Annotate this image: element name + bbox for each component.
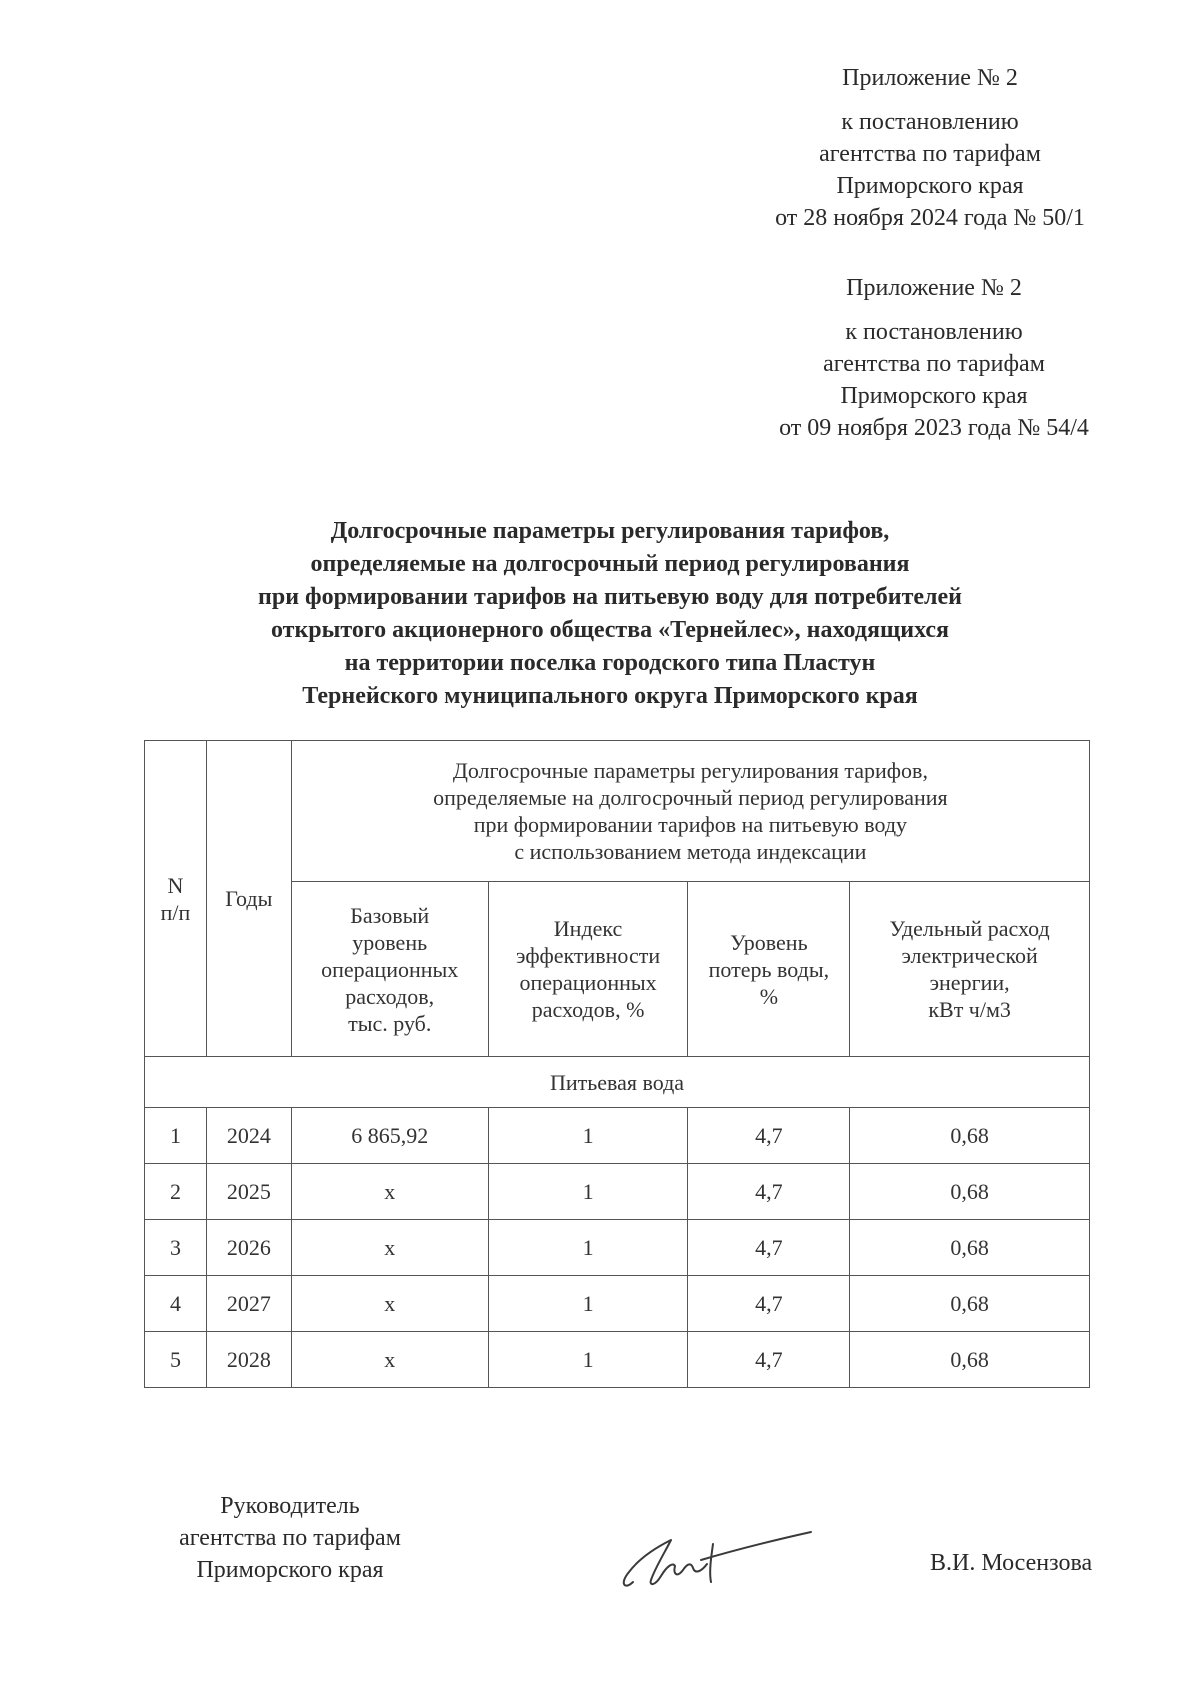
- col-header-year: Годы: [206, 741, 291, 1057]
- col-header-base-costs: [291, 882, 488, 1057]
- header-line: Базовый: [350, 902, 430, 928]
- group-header-line: при формировании тарифов на питьевую воду: [473, 812, 908, 837]
- cell-year: 2028: [206, 1332, 291, 1388]
- appendix-date: от 28 ноября 2024 года № 50/1: [775, 205, 1085, 231]
- table-row: [145, 1276, 1090, 1332]
- title-line: на территории поселка городского типа Пластун: [344, 650, 876, 676]
- group-header: [291, 741, 1089, 882]
- table-row: [145, 1220, 1090, 1276]
- col-header-number-line: п/п: [160, 899, 191, 925]
- appendix-heading: Приложение № 2: [842, 65, 1018, 91]
- group-header-line: Долгосрочные параметры регулирования тарифов,: [452, 758, 928, 783]
- parameters-table: [144, 740, 1090, 1388]
- cell-year: 2026: [206, 1220, 291, 1276]
- title-line: открытого акционерного общества «Тернейлес», находящихся: [270, 617, 950, 643]
- signatory-title: [145, 1490, 435, 1586]
- cell-efficiency-index: 1: [488, 1332, 688, 1388]
- cell-year: 2025: [206, 1164, 291, 1220]
- appendix-heading: Приложение № 2: [846, 275, 1022, 301]
- cell-water-loss: 4,7: [688, 1276, 850, 1332]
- cell-water-loss: 4,7: [688, 1332, 850, 1388]
- col-header-energy: [850, 882, 1090, 1057]
- cell-number: 4: [145, 1276, 207, 1332]
- cell-efficiency-index: 1: [488, 1276, 688, 1332]
- header-line: потерь воды,: [708, 956, 830, 982]
- section-label: Питьевая вода: [145, 1057, 1090, 1108]
- header-line: Удельный расход: [889, 916, 1050, 941]
- header-line: электрической: [901, 943, 1038, 968]
- header-line: Уровень: [730, 929, 808, 955]
- appendix-line: к постановлению: [841, 109, 1019, 135]
- table-header-row: [145, 741, 1090, 882]
- signatory-title-line: Руководитель: [220, 1493, 360, 1519]
- cell-efficiency-index: 1: [488, 1220, 688, 1276]
- cell-efficiency-index: 1: [488, 1164, 688, 1220]
- cell-number: 3: [145, 1220, 207, 1276]
- header-line: операционных: [519, 970, 657, 995]
- cell-energy: 0,68: [850, 1108, 1090, 1164]
- header-line: расходов, %: [531, 997, 645, 1022]
- cell-energy: 0,68: [850, 1220, 1090, 1276]
- cell-number: 1: [145, 1108, 207, 1164]
- appendix-line: агентства по тарифам: [819, 141, 1041, 167]
- cell-water-loss: 4,7: [688, 1164, 850, 1220]
- cell-year: 2027: [206, 1276, 291, 1332]
- cell-energy: 0,68: [850, 1276, 1090, 1332]
- header-line: расходов,: [345, 983, 435, 1009]
- appendix-line: к постановлению: [845, 319, 1023, 345]
- header-line: кВт ч/м3: [928, 997, 1011, 1022]
- handwritten-signature: [615, 1520, 815, 1600]
- signatory-name: В.И. Мосензова: [930, 1550, 1093, 1576]
- group-header-line: определяемые на долгосрочный период регулирования: [433, 785, 948, 810]
- group-header-line: с использованием метода индексации: [514, 839, 867, 864]
- document-title: [130, 515, 1090, 713]
- section-row: [145, 1057, 1090, 1108]
- cell-efficiency-index: 1: [488, 1108, 688, 1164]
- title-line: Долгосрочные параметры регулирования тарифов,: [330, 518, 890, 544]
- col-header-water-loss: [688, 882, 850, 1057]
- cell-base-costs: 6 865,92: [291, 1108, 488, 1164]
- cell-energy: 0,68: [850, 1164, 1090, 1220]
- cell-year: 2024: [206, 1108, 291, 1164]
- header-line: энергии,: [929, 970, 1010, 995]
- appendix-line: Приморского края: [840, 383, 1028, 409]
- cell-base-costs: х: [291, 1276, 488, 1332]
- appendix-date: от 09 ноября 2023 года № 54/4: [779, 415, 1089, 441]
- title-line: определяемые на долгосрочный период регулирования: [310, 551, 910, 577]
- col-header-efficiency-index: [488, 882, 688, 1057]
- cell-number: 5: [145, 1332, 207, 1388]
- header-line: тыс. руб.: [348, 1010, 432, 1036]
- cell-water-loss: 4,7: [688, 1108, 850, 1164]
- header-line: операционных: [321, 956, 459, 982]
- header-line: уровень: [352, 929, 428, 955]
- appendix-previous: [724, 272, 1144, 444]
- title-line: Тернейского муниципального округа Приморского края: [302, 683, 918, 709]
- table-row: [145, 1164, 1090, 1220]
- appendix-line: агентства по тарифам: [823, 351, 1045, 377]
- cell-base-costs: х: [291, 1220, 488, 1276]
- header-line: Индекс: [553, 916, 623, 941]
- cell-energy: 0,68: [850, 1332, 1090, 1388]
- table-row: [145, 1332, 1090, 1388]
- appendix-current: [720, 62, 1140, 234]
- signatory-title-line: Приморского края: [196, 1557, 384, 1583]
- col-header-number: [145, 741, 207, 1057]
- appendix-line: Приморского края: [836, 173, 1024, 199]
- table-row: [145, 1108, 1090, 1164]
- signatory-title-line: агентства по тарифам: [179, 1525, 401, 1551]
- header-line: эффективности: [516, 943, 661, 968]
- title-line: при формировании тарифов на питьевую воду для потребителей: [258, 584, 962, 610]
- cell-base-costs: х: [291, 1332, 488, 1388]
- header-line: %: [759, 983, 779, 1009]
- cell-water-loss: 4,7: [688, 1220, 850, 1276]
- cell-base-costs: х: [291, 1164, 488, 1220]
- cell-number: 2: [145, 1164, 207, 1220]
- col-header-number-line: N: [167, 872, 184, 898]
